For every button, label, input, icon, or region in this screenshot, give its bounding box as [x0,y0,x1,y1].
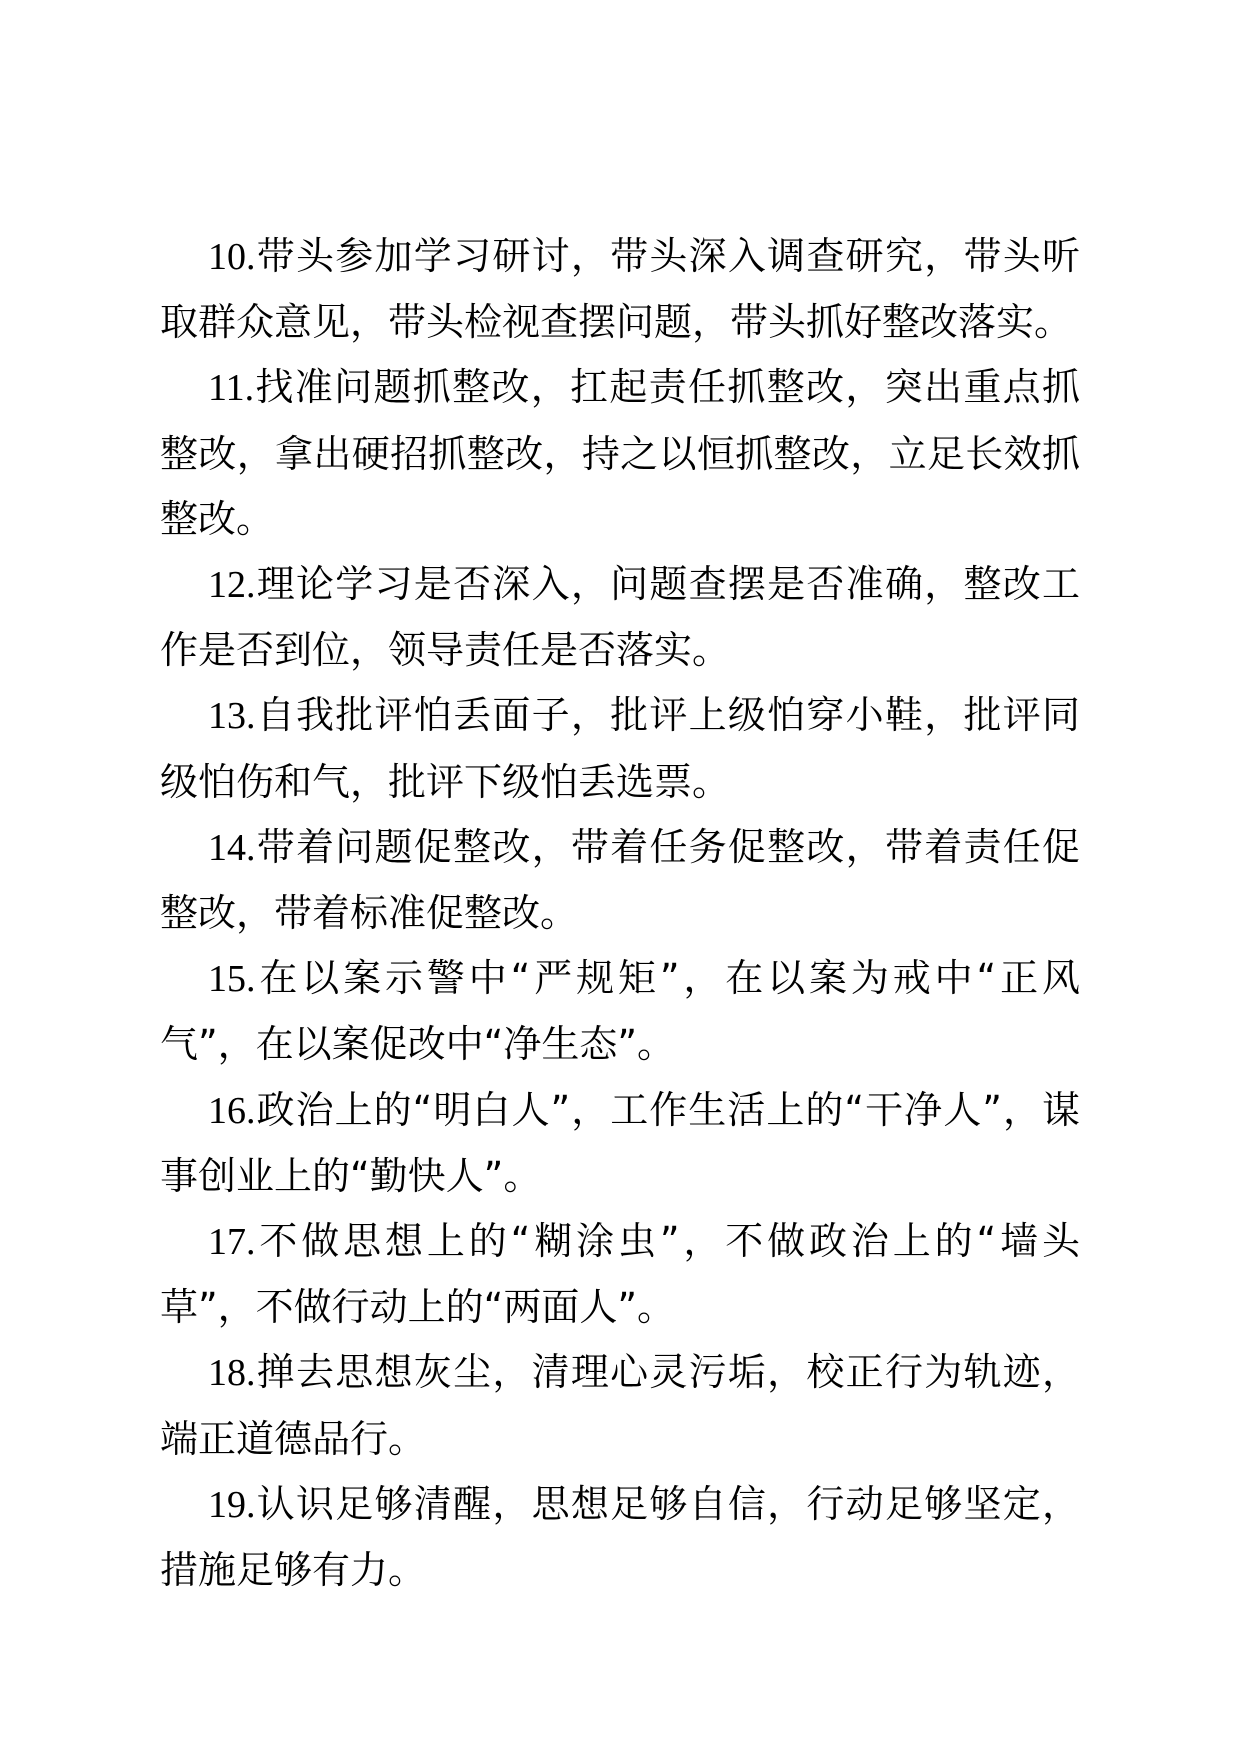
item-number: 18. [208,1352,256,1395]
list-item-15 [160,946,1080,1077]
list-item-18 [160,1340,1080,1471]
item-text: 找准问题抓整改，扛起责任抓整改，突出重点抓整改，拿出硬招抓整改，持之以恒抓整改，立足长效抓整改。 [160,365,1080,541]
item-number: 15. [208,958,256,1001]
item-text: 带头参加学习研讨，带头深入调查研究，带头听取群众意见，带头检视查摆问题，带头抓好整改落实。 [160,234,1080,345]
list-item-13 [160,683,1080,814]
list-item-14 [160,815,1080,946]
item-number: 11. [208,367,255,410]
item-text: 在以案示警中“严规矩”，在以案为戒中“正风气”，在以案促改中“净生态”。 [160,956,1080,1067]
item-number: 10. [208,236,256,278]
item-number: 14. [208,826,256,869]
item-text: 掸去思想灰尘，清理心灵污垢，校正行为轨迹，端正道德品行。 [160,1350,1080,1461]
item-number: 12. [208,564,256,607]
item-number: 16. [208,1089,256,1132]
list-item-11 [160,355,1080,552]
list-item-16 [160,1078,1080,1209]
item-text: 不做思想上的“糊涂虫”，不做政治上的“墙头草”，不做行动上的“两面人”。 [160,1219,1080,1330]
item-text: 理论学习是否深入，问题查摆是否准确，整改工作是否到位，领导责任是否落实。 [160,562,1080,673]
item-text: 带着问题促整改，带着任务促整改，带着责任促整改，带着标准促整改。 [160,824,1080,936]
item-text: 认识足够清醒，思想足够自信，行动足够坚定，措施足够有力。 [160,1481,1080,1593]
item-number: 19. [208,1483,256,1526]
item-number: 13. [208,695,256,738]
list-item-17 [160,1209,1080,1340]
list-item-19 [160,1472,1080,1603]
item-text: 自我批评怕丢面子，批评上级怕穿小鞋，批评同级怕伤和气，批评下级怕丢选票。 [160,693,1080,804]
list-item-10 [160,224,1080,355]
item-number: 17. [208,1221,256,1264]
list-item-12 [160,552,1080,683]
item-text: 政治上的“明白人”，工作生活上的“干净人”，谋事创业上的“勤快人”。 [160,1087,1080,1198]
document-body [160,224,1080,1603]
